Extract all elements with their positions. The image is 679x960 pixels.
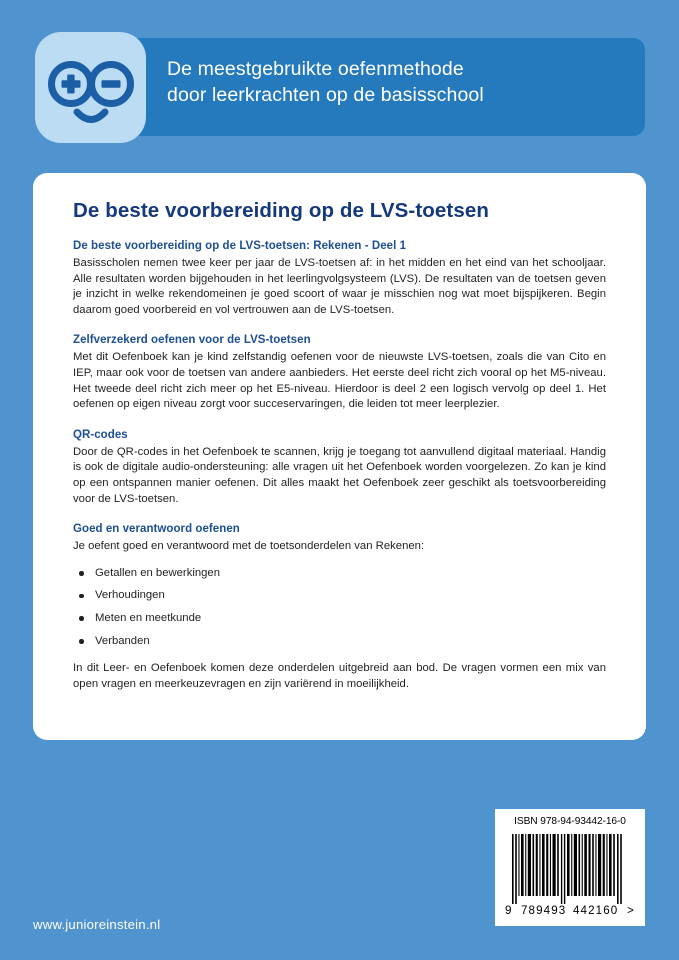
description-card xyxy=(33,173,646,740)
tagline-line-1: De meestgebruikte oefenmethode xyxy=(167,58,464,80)
barcode-digit-first: 9 xyxy=(505,904,513,917)
section-qr-codes xyxy=(73,428,606,507)
section-heading: QR-codes xyxy=(73,428,128,441)
section-body: Je oefent goed en verantwoord met de toetsonderdelen van Rekenen: xyxy=(73,540,425,553)
website-url[interactable]: www.junioreinstein.nl xyxy=(33,917,161,932)
description-card-content xyxy=(73,199,606,707)
barcode-digits-right: 442160 xyxy=(573,904,619,917)
list-item xyxy=(73,634,606,650)
section-body: Door de QR-codes in het Oefenboek te scannen, krijg je toegang tot aanvullend digitaal materiaal. Handig is ook de digitale audio-ondersteuning: alle vragen uit het Oefenboek worden voorgelezen. Zo kan je kind op een ontspannen manier oefenen. Dit alles maakt het Oefenboek zeer geschikt als toetsvoorbereiding voor de LVS-toetsen. xyxy=(73,445,606,505)
section-zelfverzekerd-oefenen xyxy=(73,333,606,412)
bullet-dot-icon xyxy=(79,616,84,621)
section-goed-en-verantwoord-oefenen xyxy=(73,522,606,692)
list-item-label: Getallen en bewerkingen xyxy=(95,566,220,579)
section-heading: De beste voorbereiding op de LVS-toetsen: Rekenen - Deel 1 xyxy=(73,240,407,252)
tagline xyxy=(167,57,637,108)
section-body: Basisscholen nemen twee keer per jaar de LVS-toetsen af: in het midden en het eind van het schooljaar. Alle resultaten worden bijgehouden in het leerlingvolgsysteem (LVS). De resultaten van de toetsen geven je inzicht in welke rekendomeinen je goed scoort of waar je misschien nog wat moet bijspijkeren. Begin daarom goed voorbereid en vol vertrouwen aan de LVS-toetsen. xyxy=(73,257,606,316)
isbn-barcode xyxy=(495,809,645,926)
section-rekenen-deel-1 xyxy=(73,239,606,318)
barcode-svg xyxy=(511,834,630,904)
list-item xyxy=(73,611,606,627)
tagline-line-2: door leerkrachten op de basisschool xyxy=(167,83,484,106)
isbn-label: ISBN 978-94-93442-16-0 xyxy=(514,816,626,827)
closing-paragraph: In dit Leer- en Oefenboek komen deze onderdelen uitgebreid aan bod. De vragen vormen een mix van open vragen en meerkeuzevragen en zijn variërend in moeilijkheid. xyxy=(73,662,606,690)
toetsonderdelen-list xyxy=(73,566,606,649)
section-body: Met dit Oefenboek kan je kind zelfstandig oefenen voor de nieuwste LVS-toetsen, zoals die van Cito en IEP, maar ook voor de toetsen van andere aanbieders. Het eerste deel richt zich vooral op het M5-niveau. Het tweede deel richt zich meer op het E5-niveau. Hierdoor is deel 2 een logisch vervolg op deel 1. Het oefenen op eigen niveau zorgt voor succeservaringen, die leiden tot meer leerplezier. xyxy=(73,351,606,411)
barcode-digit-last: > xyxy=(627,904,634,917)
page-title: De beste voorbereiding op de LVS-toetsen xyxy=(73,199,489,222)
barcode-digits-left: 789493 xyxy=(521,904,567,917)
barcode-digits xyxy=(505,904,637,920)
barcode-bars-graphic xyxy=(511,834,630,904)
list-item xyxy=(73,566,606,582)
cover-header xyxy=(0,0,679,168)
section-heading: Zelfverzekerd oefenen voor de LVS-toetsen xyxy=(73,334,311,347)
junior-einstein-glasses-logo-icon xyxy=(35,32,146,143)
section-heading: Goed en verantwoord oefenen xyxy=(73,523,240,536)
list-item-label: Verbanden xyxy=(95,634,150,647)
bullet-dot-icon xyxy=(79,639,84,644)
list-item-label: Verhoudingen xyxy=(95,589,165,602)
list-item-label: Meten en meetkunde xyxy=(95,611,202,624)
list-item xyxy=(73,588,606,604)
bullet-dot-icon xyxy=(79,571,84,576)
bullet-dot-icon xyxy=(79,594,84,599)
brand-logo-tile xyxy=(35,32,146,143)
